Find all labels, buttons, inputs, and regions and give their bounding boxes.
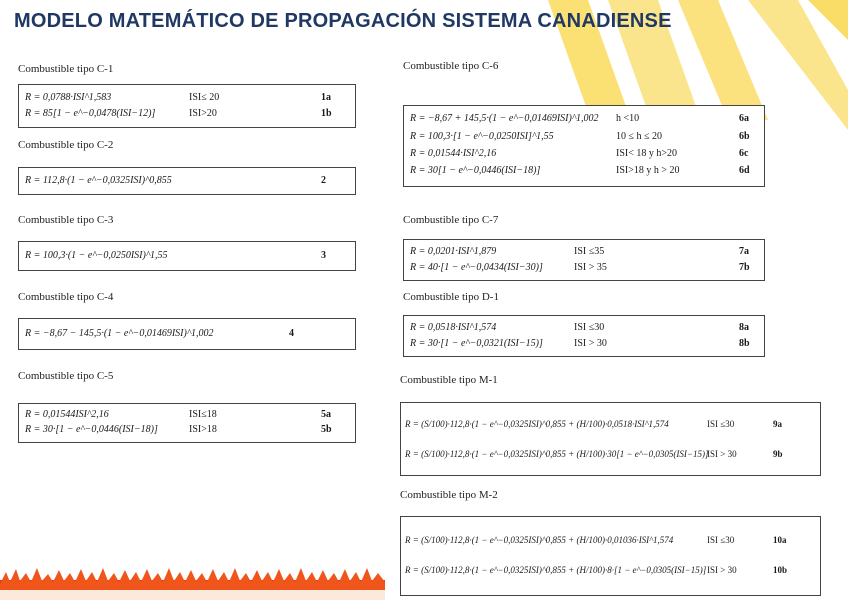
formula-box-c1 (18, 84, 356, 128)
formula: R = −8,67 + 145,5·(1 − e^−0,01469ISI)^1,002 (410, 113, 599, 124)
equation-number: 6a (739, 113, 749, 124)
equation-number: 4 (289, 328, 294, 339)
formula: R = −8,67 − 145,5·(1 − e^−0,01469ISI)^1,002 (25, 328, 214, 339)
condition: ISI< 18 y h>20 (616, 148, 678, 159)
formula-row-7a (404, 245, 764, 259)
equation-number: 1a (321, 92, 331, 103)
equation-number: 10b (773, 565, 788, 575)
equation-number: 8b (739, 338, 750, 349)
formula-row-2 (19, 174, 355, 188)
section-heading-c7: Combustible tipo C-7 (403, 214, 499, 226)
equation-number: 9b (773, 449, 783, 459)
section-heading-m1: Combustible tipo M-1 (400, 374, 498, 386)
formula-box-c7 (403, 239, 765, 281)
formula-row-1a (19, 91, 355, 105)
equation-number: 7b (739, 262, 750, 273)
formula: R = 112,8·(1 − e^−0,0325ISI)^0,855 (25, 175, 172, 186)
formula-row-6c (404, 147, 764, 161)
equation-number: 6b (739, 131, 750, 142)
formula-box-c4 (18, 318, 356, 350)
condition: ISI ≤30 (707, 535, 735, 545)
formula-row-3 (19, 249, 355, 263)
formula-row-1b (19, 107, 355, 121)
formula-row-7b (404, 261, 764, 275)
formula-row-5a (19, 408, 355, 422)
formula-box-c6 (403, 105, 765, 187)
equation-number: 1b (321, 108, 332, 119)
section-heading-c6: Combustible tipo C-6 (403, 60, 499, 72)
formula: R = 40·[1 − e^−0,0434(ISI−30)] (410, 262, 543, 273)
equation-number: 6c (739, 148, 749, 159)
section-heading-c4: Combustible tipo C-4 (18, 291, 114, 303)
section-heading-m2: Combustible tipo M-2 (400, 489, 498, 501)
equation-number: 5a (321, 409, 331, 420)
flame-decoration (0, 566, 385, 600)
formula: R = 30·[1 − e^−0,0446(ISI−18)] (25, 424, 158, 435)
formula: R = (S/100)·112,8·(1 − e^−0,0325ISI)^0,855 + (H/100)·30[1 − e^−0,0305(ISI−15)] (405, 449, 709, 459)
formula-box-c3 (18, 241, 356, 271)
condition: ISI ≤35 (574, 246, 605, 257)
formula-box-c5 (18, 403, 356, 443)
formula-row-6a (404, 112, 764, 126)
formula-row-6b (404, 130, 764, 144)
formula: R = 0,0201·ISI^1,879 (410, 246, 497, 257)
condition: ISI ≤30 (574, 322, 605, 333)
condition: ISI>18 y h > 20 (616, 165, 680, 176)
condition: ISI≤ 20 (189, 92, 220, 103)
formula: R = 0,0518·ISI^1,574 (410, 322, 497, 333)
formula-row-9b (401, 447, 820, 461)
page-title: MODELO MATEMÁTICO DE PROPAGACIÓN SISTEMA CANADIENSE (14, 10, 672, 32)
equation-number: 7a (739, 246, 749, 257)
section-heading-c1: Combustible tipo C-1 (18, 63, 114, 75)
equation-number: 5b (321, 424, 332, 435)
formula: R = (S/100)·112,8·(1 − e^−0,0325ISI)^0,855 + (H/100)·0,01036·ISI^1,574 (405, 535, 674, 545)
formula-row-10b (401, 563, 820, 577)
section-heading-d1: Combustible tipo D-1 (403, 291, 499, 303)
formula-box-d1 (403, 315, 765, 357)
formula: R = 0,0788·ISI^1,583 (25, 92, 112, 103)
formula: R = 100,3·[1 − e^−0,0250ISI]^1,55 (410, 131, 554, 142)
formula-row-6d (404, 164, 764, 178)
formula-row-9a (401, 417, 820, 431)
equation-number: 2 (321, 175, 326, 186)
formula: R = (S/100)·112,8·(1 − e^−0,0325ISI)^0,855 + (H/100)·8·[1 − e^−0,0305(ISI−15)] (405, 565, 707, 575)
condition: 10 ≤ h ≤ 20 (616, 131, 662, 142)
formula: R = 85[1 − e^−0,0478(ISI−12)] (25, 108, 156, 119)
formula: R = (S/100)·112,8·(1 − e^−0,0325ISI)^0,855 + (H/100)·0,0518·ISI^1,574 (405, 419, 669, 429)
formula-box-m1 (400, 402, 821, 476)
formula-row-8a (404, 321, 764, 335)
condition: ISI > 35 (574, 262, 607, 273)
formula: R = 30·[1 − e^−0,0321(ISI−15)] (410, 338, 543, 349)
equation-number: 10a (773, 535, 787, 545)
condition: ISI>18 (189, 424, 217, 435)
condition: ISI > 30 (707, 449, 737, 459)
formula-box-m2 (400, 516, 821, 596)
formula: R = 0,01544·ISI^2,16 (410, 148, 497, 159)
formula-box-c2 (18, 167, 356, 195)
equation-number: 9a (773, 419, 782, 429)
condition: ISI>20 (189, 108, 217, 119)
condition: ISI > 30 (707, 565, 737, 575)
formula-row-10a (401, 533, 820, 547)
section-heading-c5: Combustible tipo C-5 (18, 370, 114, 382)
section-heading-c2: Combustible tipo C-2 (18, 139, 114, 151)
equation-number: 8a (739, 322, 749, 333)
formula-row-8b (404, 337, 764, 351)
condition: ISI≤18 (189, 409, 217, 420)
equation-number: 3 (321, 250, 326, 261)
condition: h <10 (616, 113, 640, 124)
condition: ISI ≤30 (707, 419, 735, 429)
formula: R = 0,01544ISI^2,16 (25, 409, 109, 420)
formula: R = 30[1 − e^−0,0446(ISI−18)] (410, 165, 541, 176)
equation-number: 6d (739, 165, 750, 176)
section-heading-c3: Combustible tipo C-3 (18, 214, 114, 226)
formula-row-5b (19, 423, 355, 437)
condition: ISI > 30 (574, 338, 607, 349)
formula: R = 100,3·(1 − e^−0,0250ISI)^1,55 (25, 250, 168, 261)
formula-row-4 (19, 327, 355, 341)
